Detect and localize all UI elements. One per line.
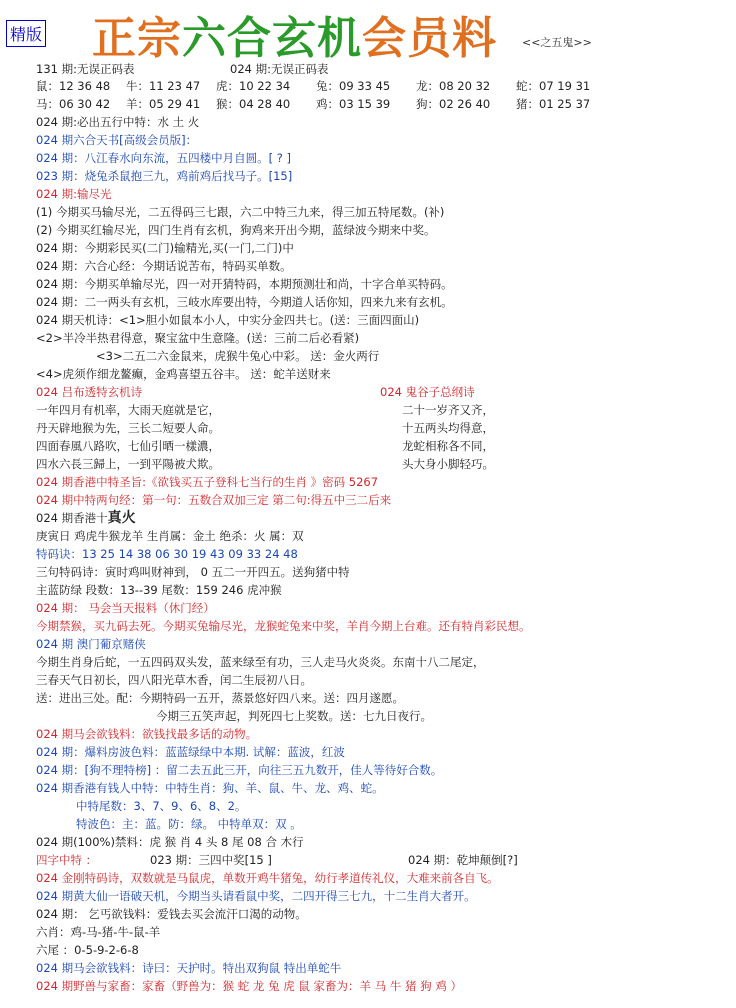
title-char: 玄 [272,13,317,64]
zodiac-cell: 狗：02 26 40 [416,97,491,111]
page-title [92,2,497,66]
text-line: 024 期：八江春水向东流，五四楼中月自圆。[ ? ] [36,151,291,165]
poem-left-line: 一年四月有机率，大雨天庭就是它， [36,403,220,417]
text-line [36,510,136,527]
text-line: <4>虎须作细龙鳌癫，金鸡喜望五谷丰。 送：蛇羊送财来 [36,367,331,381]
text-line: <3>二五二六金鼠来，虎猴牛兔心中彩。 送：金火两行 [96,349,380,363]
poem-right-line: 十五两头均得意， [402,421,494,435]
title-char: 六 [182,13,227,64]
poem-right-line: 头大身小脚轻巧。 [402,457,494,471]
zodiac-cell: 虎：10 22 34 [216,79,291,93]
text-line: 024 期马会欲钱料：诗曰：天护时。特出双狗鼠 特出单蛇牛 [36,961,342,975]
text-line: 024 期:必出五行中特：水 土 火 [36,115,200,129]
text-line-part: 023 期：三四中奖[15 ] [150,853,272,867]
text-line: 特码诀：13 25 14 38 06 30 19 43 09 33 24 48 [36,547,298,561]
poem-left-line: 丹天辟地猴为先，三长二短要人命。 [36,421,220,435]
text-line: 今期生肖身后蛇，一五四码双头发，蓝来绿至有功，三人走马火炎炎。东南十八二尾定， [36,655,485,669]
zodiac-cell: 猴：04 28 40 [216,97,291,111]
text-line: 三句特码诗：寅时鸡叫财神到， 0 五二一开四五。送狗猪中特 [36,565,350,579]
text-line-part: 024 期：乾坤颠倒[?] [408,853,518,867]
text-line-part: 024 期香港十 [36,511,108,525]
poem-right-line: 二十一岁齐又齐， [402,403,494,417]
zodiac-cell: 鸡：03 15 39 [316,97,391,111]
text-line: 中特尾数：3、7、9、6、8、2。 [76,799,247,813]
poem-left-line: 四水六長三歸上，一到平陽被犬欺。 [36,457,220,471]
text-line: 024 期：六合心经：今期话说苦布，特码买单数。 [36,259,292,273]
title-char: 料 [452,13,497,64]
title-char: 员 [407,13,452,64]
zodiac-cell: 蛇：07 19 31 [516,79,591,93]
title-char: 合 [227,13,272,64]
text-line: (1) 今期买马输尽光，二五得码三七跟，六二中特三九来，得三加五特尾数。(补) [36,205,445,219]
title-char: 机 [317,13,362,64]
text-line: 024 期香港有钱人中特：中特生肖：狗、羊、鼠、牛、龙、鸡、蛇。 [36,781,384,795]
title-char: 会 [362,13,407,64]
text-line: 024 期野兽与家畜：家畜（野兽为：猴 蛇 龙 兔 虎 鼠 家畜为：羊 马 牛 猪 狗 鸡 ） [36,979,462,993]
zodiac-cell: 羊：05 29 41 [126,97,201,111]
text-line: 024 金刚特码诗，双数就是马鼠虎，单数开鸡牛猪兔，幼行孝道传礼仪，大难来前各自飞。 [36,871,499,885]
zodiac-cell: 龙：08 20 32 [416,79,491,93]
text-line: 024 期:输尽光 [36,187,112,201]
zodiac-title-right: 024 期:无误正码表 [230,62,329,76]
text-line: 六尾 ：0-5-9-2-6-8 [36,943,139,957]
text-line: <2>半冷半热君得意，聚宝盆中生意隆。(送：三前二后必看紧) [36,331,360,345]
poem-left-line: 四面春風八路吹，七仙引晒一樣濃， [36,439,220,453]
poem-heading-left: 024 吕布透特玄机诗 [36,385,143,399]
zodiac-cell: 猪：01 25 37 [516,97,591,111]
text-line: 六肖：鸡-马-猪-牛-鼠-羊 [36,925,161,939]
text-line: 024 期马会欲钱料：欲钱找最多话的动物。 [36,727,258,741]
edition-badge[interactable]: 精版 [6,20,46,47]
zodiac-table-title [36,61,329,78]
title-char: 宗 [137,13,182,64]
text-line: 024 期：爆料房波色料：蓝蓝绿绿中本期. 试解：蓝波，红波 [36,745,345,759]
text-line: 今期三五笑声起，判死四七上奖数。送：七九日夜行。 [156,709,432,723]
text-line: 送：进出三处。配：今期特码一五开，蒸景悠好四八来。送：四月遂愿。 [36,691,404,705]
text-line: 024 期香港中特圣旨:《欲钱买五子登科七当行的生肖 》密码 5267 [36,475,379,489]
zodiac-title-left: 131 期:无误正码表 [36,62,135,76]
text-line-part: 真火 [107,510,136,526]
text-line: 024 期：[狗不理特榜] ：留二去五此三开，向往三五九数开，佳人等待好合数。 [36,763,443,777]
text-line: 024 期： 乞丐欲钱料：爱钱去买会流汗口渴的动物。 [36,907,307,921]
text-line: 024 期(100%)禁料：虎 猴 肖 4 头 8 尾 08 合 木行 [36,835,304,849]
text-line: 024 期黄大仙一语破天机，今期当头请看鼠中奖，二四开得三七九，十二生肖大者开。 [36,889,476,903]
poem-heading-right: 024 鬼谷子总纲诗 [380,385,475,399]
text-line: 今期禁猴，买九码去死。今期买兔输尽光，龙猴蛇兔来中奖，羊肖今期上台难。还有特肖彩民想。 [36,619,531,633]
zodiac-cell: 牛：11 23 47 [126,79,201,93]
header [0,0,736,64]
poem-right-line: 龙蛇相称各不同， [402,439,494,453]
zodiac-cell: 鼠：12 36 48 [36,79,111,93]
zodiac-row-2 [36,96,726,113]
text-line: 024 期中特两句经：第一句：五数合双加三定 第二句:得五中三二后来 [36,493,392,507]
text-line: 024 期 澳门葡京赌侠 [36,637,146,651]
text-line: 庚寅日 鸡虎牛猴龙羊 生肖属：金土 绝杀：火 属：双 [36,529,304,543]
text-line: 024 期：今期买单输尽光，四一对开猜特码，本期预测壮和尚，十字合单买特码。 [36,277,453,291]
text-line: 024 期六合天书[高级会员版]： [36,133,198,147]
text-line: 主蓝防绿 段数：13--39 尾数：159 246 虎冲猴 [36,583,282,597]
text-line: 024 期： 马会当天报料（休门经） [36,601,215,615]
text-line: 三春天气日初长，四八阳光草木香，闰二生辰初八日。 [36,673,312,687]
zodiac-row-1 [36,78,726,95]
text-line: 023 期：烧兔杀鼠抱三九，鸡前鸡后找马子。[15] [36,169,293,183]
text-line-part: 四字中特 ： [36,853,98,867]
text-line: (2) 今期买红输尽光，四门生肖有玄机，狗鸡来开出今期，蓝绿波今期来中奖。 [36,223,436,237]
zodiac-cell: 兔：09 33 45 [316,79,391,93]
subtitle: <<之五鬼>> [522,36,592,49]
text-line [36,852,726,869]
zodiac-cell: 马：06 30 42 [36,97,111,111]
text-line: 024 期：二一两头有玄机，三岐水库要出特，今期道人话你知，四来九来有玄机。 [36,295,453,309]
text-line: 特波色：主：蓝。防：绿。 中特单双：双 。 [76,817,302,831]
text-line: 024 期天机诗：<1>胆小如鼠本小人，中实分金四共七。(送：三面四面山) [36,313,420,327]
text-line: 024 期：今期彩民买(二门)输精光,买(一门,二门)中 [36,241,294,255]
title-char: 正 [92,13,137,64]
